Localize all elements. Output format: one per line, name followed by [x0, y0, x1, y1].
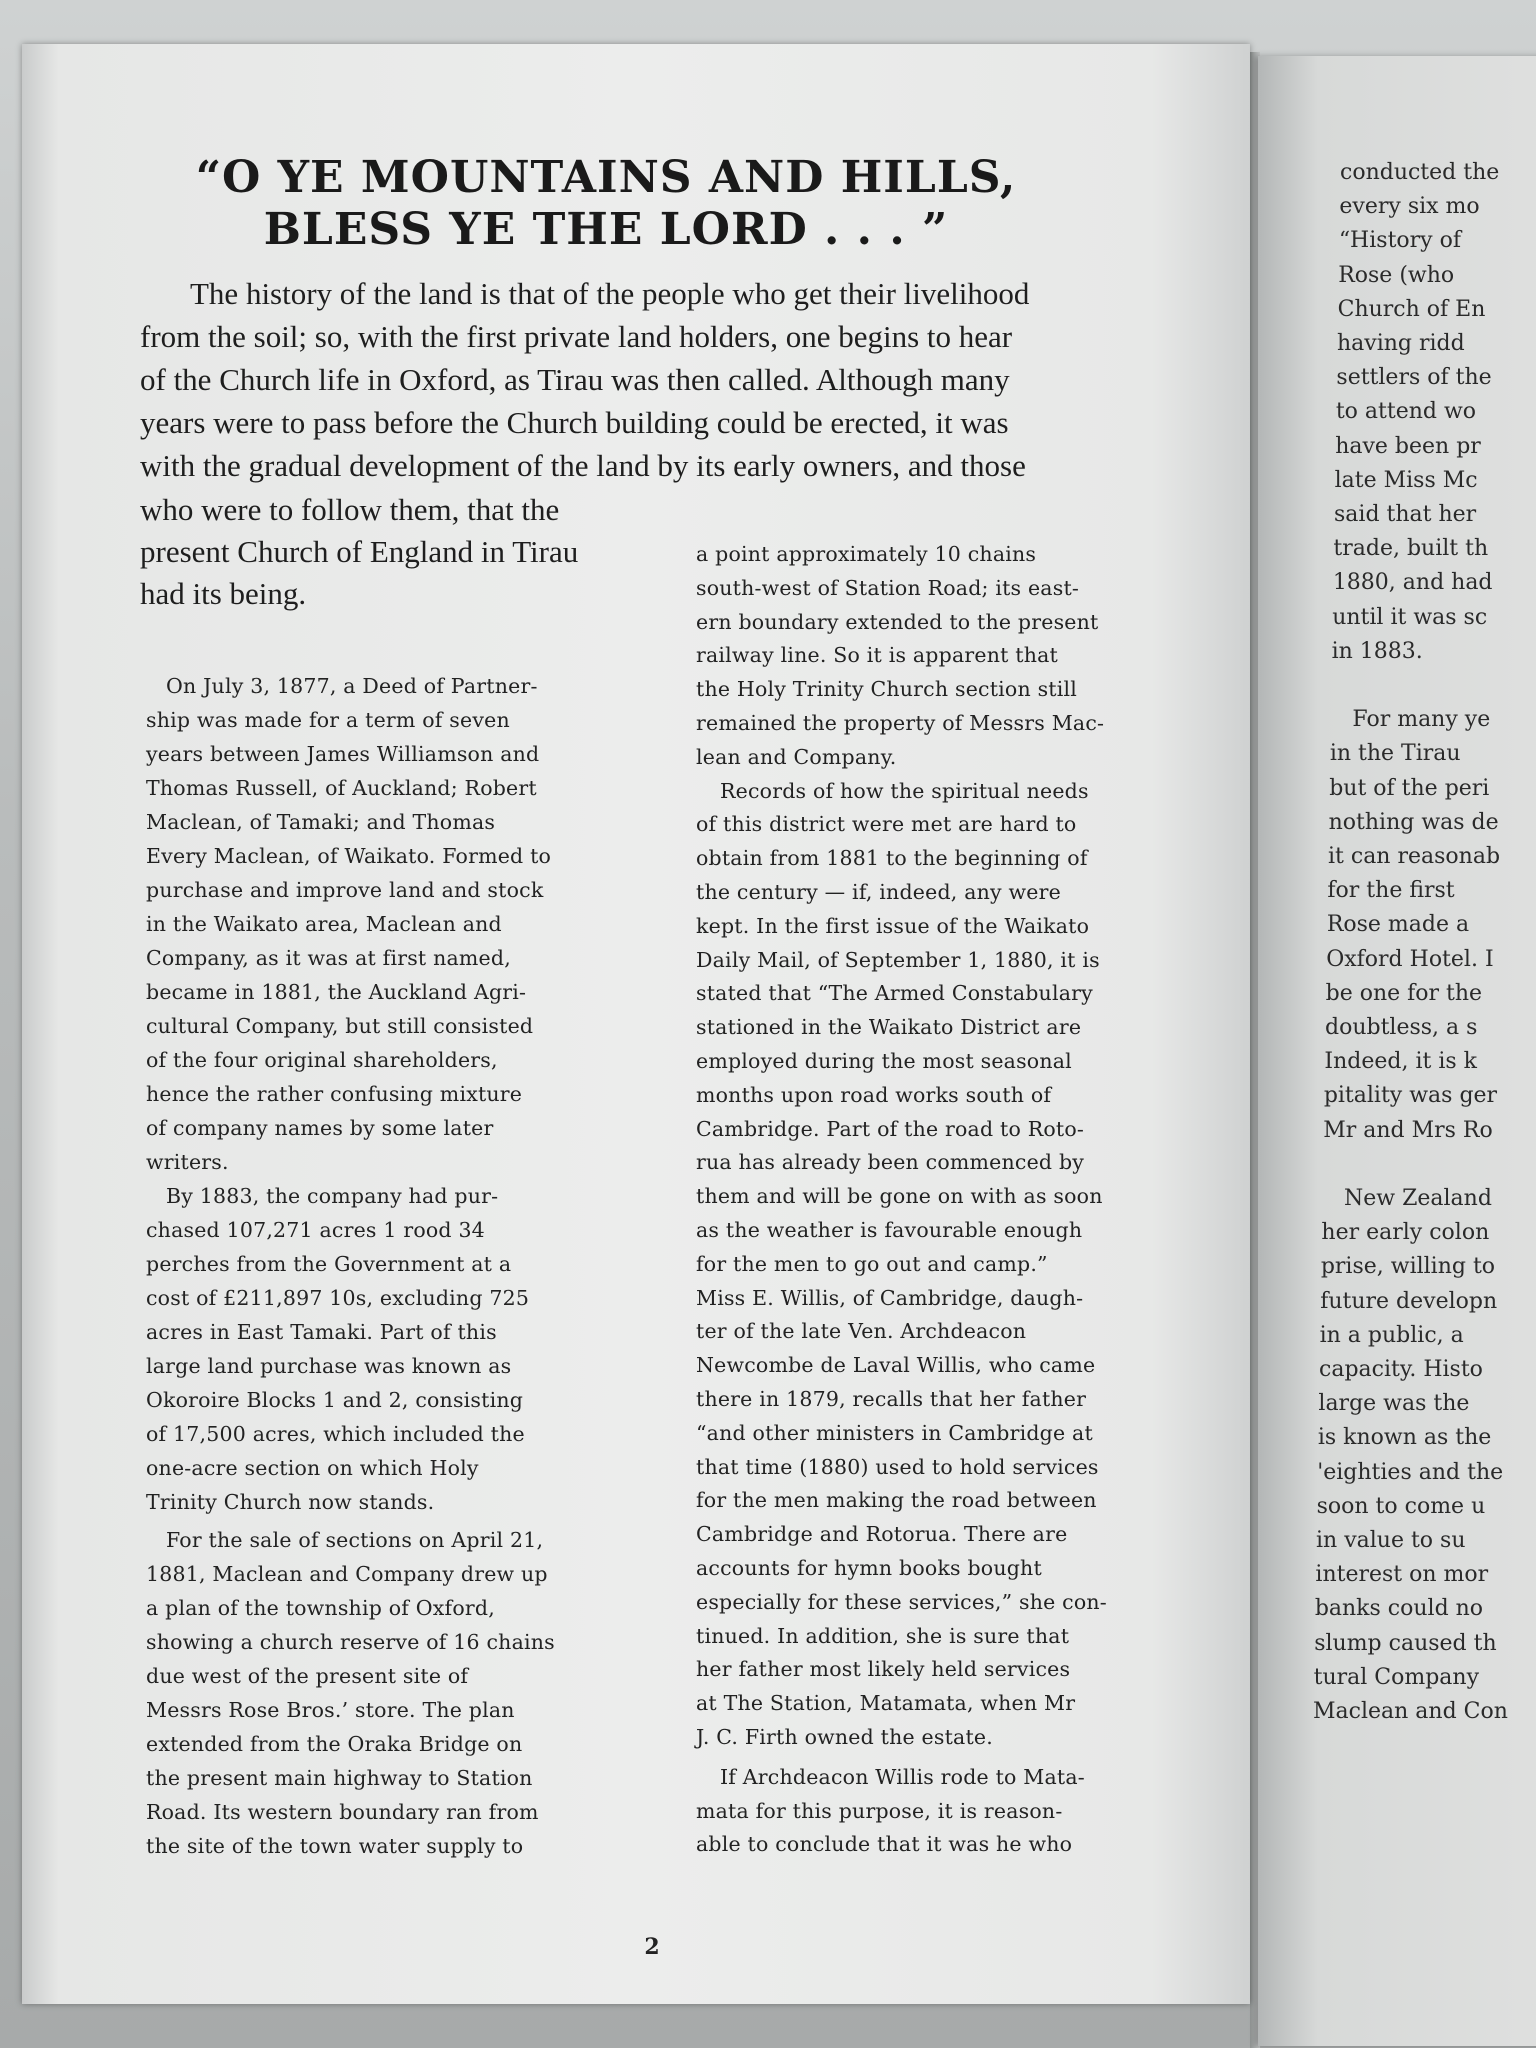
page-title-line-1: “O YE MOUNTAINS AND HILLS,	[195, 152, 1017, 203]
next-page-line: banks could no	[1314, 1596, 1484, 1622]
intro-line: who were to follow them, that the	[140, 492, 560, 527]
column-line: accounts for hymn books bought	[696, 1556, 1042, 1580]
column-line: If Archdeacon Willis rode to Mata-	[720, 1764, 1085, 1789]
next-page-line: it can reasonab	[1328, 844, 1501, 869]
column-line: a plan of the township of Oxford,	[146, 1596, 495, 1620]
column-line: chased 107,271 acres 1 rood 34	[146, 1218, 485, 1242]
page-title-line-2: BLESS YE THE LORD . . . ”	[263, 204, 949, 255]
next-page-line: tural Company	[1313, 1664, 1480, 1690]
column-line: Company, as it was at first named,	[146, 946, 511, 970]
column-line: obtain from 1881 to the beginning of	[696, 846, 1088, 871]
next-page-line: nothing was de	[1328, 809, 1499, 835]
next-page-line: until it was sc	[1332, 604, 1488, 630]
next-page-line: capacity. Histo	[1319, 1357, 1483, 1382]
column-line: Cambridge and Rotorua. There are	[696, 1522, 1068, 1547]
column-line: perches from the Government at a	[146, 1252, 512, 1276]
column-line: there in 1879, recalls that her father	[696, 1387, 1087, 1411]
next-page-line: having ridd	[1337, 331, 1465, 356]
column-line: for the men to go out and camp.”	[696, 1251, 1048, 1276]
next-page-line: in the Tirau	[1329, 741, 1461, 767]
next-page-line: doubtless, a s	[1325, 1015, 1478, 1040]
column-line: Daily Mail, of September 1, 1880, it is	[696, 947, 1100, 972]
next-page-line: future developn	[1320, 1288, 1498, 1314]
intro-line: of the Church life in Oxford, as Tirau was then called. Although many	[140, 362, 1010, 397]
next-page-line: be one for the	[1325, 980, 1483, 1006]
next-page-line: interest on mor	[1315, 1562, 1489, 1588]
next-page-line: pitality was ger	[1323, 1083, 1498, 1109]
column-line: Cambridge. Part of the road to Roto-	[696, 1116, 1085, 1141]
column-line: Maclean, of Tamaki; and Thomas	[146, 810, 496, 834]
next-page-line: late Miss Mc	[1334, 467, 1478, 493]
column-line: Trinity Church now stands.	[146, 1490, 435, 1514]
column-line: Road. Its western boundary ran from	[146, 1800, 539, 1824]
column-line: able to conclude that it was he who	[696, 1832, 1073, 1857]
next-page-line: every six mo	[1339, 194, 1480, 220]
next-page-line: settlers of the	[1336, 365, 1492, 391]
column-line: On July 3, 1877, a Deed of Partner-	[166, 674, 538, 698]
intro-line: from the soil; so, with the first private land holders, one begins to hear	[140, 319, 1013, 354]
next-page-line: large was the	[1318, 1391, 1470, 1417]
next-page-line: in a public, a	[1319, 1322, 1464, 1348]
column-line: of 17,500 acres, which included the	[146, 1422, 525, 1446]
next-page-line: her early colon	[1321, 1220, 1490, 1246]
next-page-line: said that her	[1334, 502, 1477, 527]
column-line: in the Waikato area, Maclean and	[146, 912, 502, 936]
column-line: employed during the most seasonal	[696, 1049, 1072, 1073]
next-page-line: Rose made a	[1326, 912, 1470, 938]
next-page-line: in 1883.	[1331, 638, 1423, 664]
column-line: mata for this purpose, it is reason-	[696, 1798, 1063, 1823]
column-line: 1881, Maclean and Company drew up	[146, 1562, 548, 1586]
column-line: as the weather is favourable enough	[696, 1218, 1083, 1242]
column-line: purchase and improve land and stock	[146, 878, 544, 902]
next-page-line: Church of En	[1337, 296, 1486, 322]
next-page-line: in value to su	[1316, 1528, 1466, 1553]
next-page-line: conducted the	[1340, 160, 1500, 185]
column-line: of this district were met are hard to	[696, 812, 1077, 837]
next-page-line: but of the peri	[1329, 775, 1490, 801]
column-line: lean and Company.	[696, 744, 897, 769]
page-left	[22, 44, 1250, 2004]
next-page-line: to attend wo	[1335, 399, 1477, 425]
column-line: stationed in the Waikato District are	[696, 1015, 1082, 1040]
column-line: the site of the town water supply to	[146, 1834, 524, 1858]
column-line: By 1883, the company had pur-	[166, 1184, 499, 1208]
column-line: rua has already been commenced by	[696, 1150, 1085, 1175]
column-line: of the four original shareholders,	[146, 1048, 498, 1072]
next-page-line: Mr and Mrs Ro	[1323, 1117, 1493, 1143]
column-line: Newcombe de Laval Willis, who came	[696, 1353, 1096, 1378]
next-page-line: prise, willing to	[1320, 1254, 1496, 1280]
next-page-line: “History of	[1338, 228, 1461, 254]
intro-line: with the gradual development of the land by its early owners, and those	[140, 448, 1026, 483]
next-page-line: trade, built th	[1333, 536, 1489, 562]
column-line: cost of £211,897 10s, excluding 725	[146, 1286, 530, 1310]
column-line: For the sale of sections on April 21,	[166, 1528, 544, 1552]
next-page-line: slump caused th	[1314, 1630, 1497, 1656]
column-line: kept. In the first issue of the Waikato	[696, 913, 1090, 938]
intro-line: had its being.	[140, 576, 307, 611]
column-line: for the men making the road between	[696, 1488, 1097, 1513]
next-page-line: Maclean and Con	[1313, 1699, 1508, 1724]
column-line: Records of how the spiritual needs	[720, 778, 1089, 803]
next-page-line: Indeed, it is k	[1324, 1049, 1477, 1075]
next-page-line: for the first	[1327, 878, 1455, 904]
column-line: due west of the present site of	[146, 1664, 469, 1688]
intro-line: present Church of England in Tirau	[140, 534, 579, 569]
column-line: them and will be gone on with as soon	[696, 1184, 1103, 1209]
column-line: Every Maclean, of Waikato. Formed to	[146, 844, 552, 868]
column-line: showing a church reserve of 16 chains	[146, 1630, 555, 1654]
column-line: Okoroire Blocks 1 and 2, consisting	[146, 1388, 524, 1412]
column-line: of company names by some later	[146, 1116, 494, 1140]
column-line: at The Station, Matamata, when Mr	[696, 1691, 1076, 1716]
page-number: 2	[644, 1934, 660, 1960]
column-line: Thomas Russell, of Auckland; Robert	[146, 776, 537, 800]
column-line: railway line. So it is apparent that	[696, 643, 1058, 668]
column-line: ern boundary extended to the present	[696, 609, 1099, 634]
column-line: the Holy Trinity Church section still	[696, 677, 1077, 702]
column-line: stated that “The Armed Constabulary	[696, 981, 1093, 1006]
next-page-line: have been pr	[1335, 433, 1481, 459]
column-line: the century — if, indeed, any were	[696, 880, 1061, 904]
column-line: cultural Company, but still consisted	[146, 1014, 534, 1038]
next-page-line: 'eighties and the	[1317, 1459, 1504, 1485]
intro-line: The history of the land is that of the people who get their livelihood	[190, 276, 1030, 311]
column-line: ter of the late Ven. Archdeacon	[696, 1319, 1027, 1344]
next-page-line: soon to come u	[1316, 1493, 1486, 1519]
column-line: ship was made for a term of seven	[146, 708, 510, 732]
column-line: tinued. In addition, she is sure that	[696, 1623, 1070, 1648]
column-line: writers.	[146, 1150, 229, 1174]
column-line: extended from the Oraka Bridge on	[146, 1732, 523, 1756]
column-line: especially for these services,” she con-	[696, 1589, 1107, 1614]
next-page-line: is known as the	[1317, 1425, 1492, 1451]
column-line: hence the rather confusing mixture	[146, 1082, 523, 1106]
intro-line: years were to pass before the Church building could be erected, it was	[140, 405, 1009, 440]
column-line: remained the property of Messrs Mac-	[696, 711, 1105, 735]
column-line: south-west of Station Road; its east-	[696, 575, 1080, 600]
column-line: that time (1880) used to hold services	[696, 1454, 1099, 1479]
next-page-line: For many ye	[1352, 707, 1491, 733]
column-line: months upon road works south of	[696, 1082, 1052, 1107]
column-line: her father most likely held services	[696, 1657, 1071, 1682]
column-line: acres in East Tamaki. Part of this	[146, 1320, 497, 1344]
next-page-line: 1880, and had	[1332, 570, 1493, 596]
column-line: large land purchase was known as	[146, 1354, 512, 1378]
column-line: became in 1881, the Auckland Agri-	[146, 980, 527, 1004]
next-page-line: Oxford Hotel. I	[1326, 946, 1494, 972]
next-page-line: New Zealand	[1344, 1186, 1492, 1211]
next-page-line: Rose (who	[1338, 262, 1455, 288]
column-line: a point approximately 10 chains	[696, 542, 1037, 566]
column-line: years between James Williamson and	[146, 742, 540, 766]
column-line: Messrs Rose Bros.’ store. The plan	[146, 1698, 515, 1722]
column-line: Miss E. Willis, of Cambridge, daugh-	[696, 1285, 1084, 1310]
column-line: the present main highway to Station	[146, 1766, 533, 1790]
column-line: J. C. Firth owned the estate.	[696, 1725, 993, 1749]
column-line: “and other ministers in Cambridge at	[696, 1420, 1093, 1445]
column-line: one-acre section on which Holy	[146, 1456, 479, 1480]
